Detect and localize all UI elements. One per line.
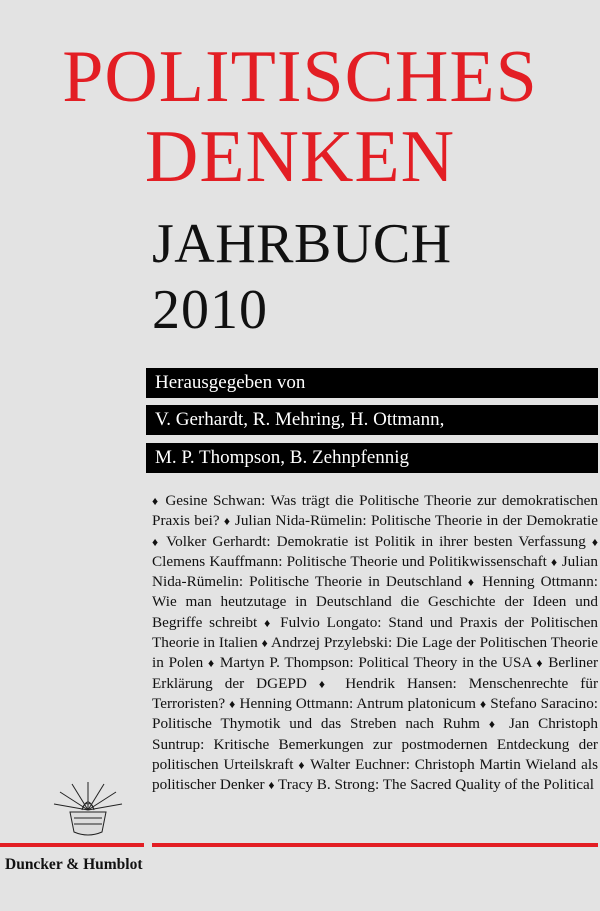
accent-rule-right	[152, 843, 598, 847]
diamond-bullet-icon: ♦	[298, 757, 306, 772]
accent-rule-left	[0, 843, 144, 847]
contents-entry-text: Julian Nida-Rümelin: Politische Theorie in Deutschland	[152, 552, 598, 591]
diamond-bullet-icon: ♦	[467, 575, 477, 590]
year-label: 2010	[152, 279, 268, 341]
diamond-bullet-icon: ♦	[318, 676, 334, 691]
diamond-bullet-icon: ♦	[264, 615, 274, 630]
series-label: JAHRBUCH	[152, 213, 452, 275]
contents-entry-text: Volker Gerhardt: Demokratie ist Politik in ihrer besten Verfassung	[160, 532, 586, 550]
editors-line-2: M. P. Thompson, B. Zehnpfennig	[146, 443, 598, 473]
title-line-1: POLITISCHES	[62, 36, 538, 118]
contents-entry-text: Fulvio Longato: Stand und Praxis der Politischen Theorie in Italien	[152, 613, 599, 652]
diamond-bullet-icon: ♦	[479, 696, 487, 711]
contents-entry-text: Jan Christoph Suntrup: Kritische Bemerkungen zur postmodernen Entdeckung der politischen Urteilskraft	[152, 715, 598, 773]
diamond-bullet-icon: ♦	[261, 636, 268, 651]
editors-line-1: V. Gerhardt, R. Mehring, H. Ottmann,	[146, 405, 598, 435]
contents-entry-text: Andrzej Przylebski: Die Lage der Politischen Theorie in Polen	[152, 634, 598, 672]
contents-entry	[265, 776, 594, 793]
editors-label: Herausgegeben von	[146, 368, 598, 398]
contents-entry	[220, 512, 598, 529]
diamond-bullet-icon: ♦	[536, 656, 544, 671]
contents-entry-text: Berliner Erklärung der DGEPD	[152, 654, 599, 692]
diamond-bullet-icon: ♦	[152, 494, 160, 508]
publisher-emblem-icon	[42, 780, 134, 840]
contents-entry	[203, 654, 531, 671]
contents-entry	[225, 695, 476, 712]
contents-entry-text: Henning Ottmann: Antrum platonicum	[235, 694, 476, 712]
contents-entry-text: Clemens Kauffmann: Politische Theorie und Politikwissenschaft	[152, 552, 547, 570]
diamond-bullet-icon: ♦	[229, 696, 236, 711]
contents-entry-text: Henning Ottmann: Wie man heutzutage in Deutschland die Geschichte der Ideen und Begriffe schreibt	[152, 573, 599, 631]
contents-entry-text: Walter Euchner: Christoph Martin Wieland als politischer Denker	[152, 755, 599, 794]
diamond-bullet-icon: ♦	[591, 534, 599, 549]
contents-entry-text: Julian Nida-Rümelin: Politische Theorie in der Demokratie	[230, 512, 598, 530]
diamond-bullet-icon: ♦	[551, 554, 558, 569]
contents-entry-text: Stefano Saracino: Politische Thymotik und das Streben nach Ruhm	[152, 694, 599, 733]
diamond-bullet-icon: ♦	[207, 656, 216, 671]
diamond-bullet-icon: ♦	[152, 534, 161, 549]
diamond-bullet-icon: ♦	[268, 778, 275, 793]
diamond-bullet-icon: ♦	[223, 514, 231, 529]
contents-list	[152, 491, 598, 795]
diamond-bullet-icon: ♦	[488, 717, 501, 732]
contents-entry-text: Tracy B. Strong: The Sacred Quality of the Political	[274, 776, 594, 794]
contents-entry-text: Gesine Schwan: Was trägt die Politische Theorie zur demokratischen Praxis bei?	[152, 492, 598, 530]
contents-entry	[152, 533, 586, 550]
publisher-name: Duncker & Humblot	[5, 856, 143, 873]
contents-entry-text: Hendrik Hansen: Menschenrechte für Terroristen?	[152, 674, 599, 712]
contents-entry-text: Martyn P. Thompson: Political Theory in the USA	[215, 654, 532, 672]
title-line-2: DENKEN	[144, 116, 456, 198]
